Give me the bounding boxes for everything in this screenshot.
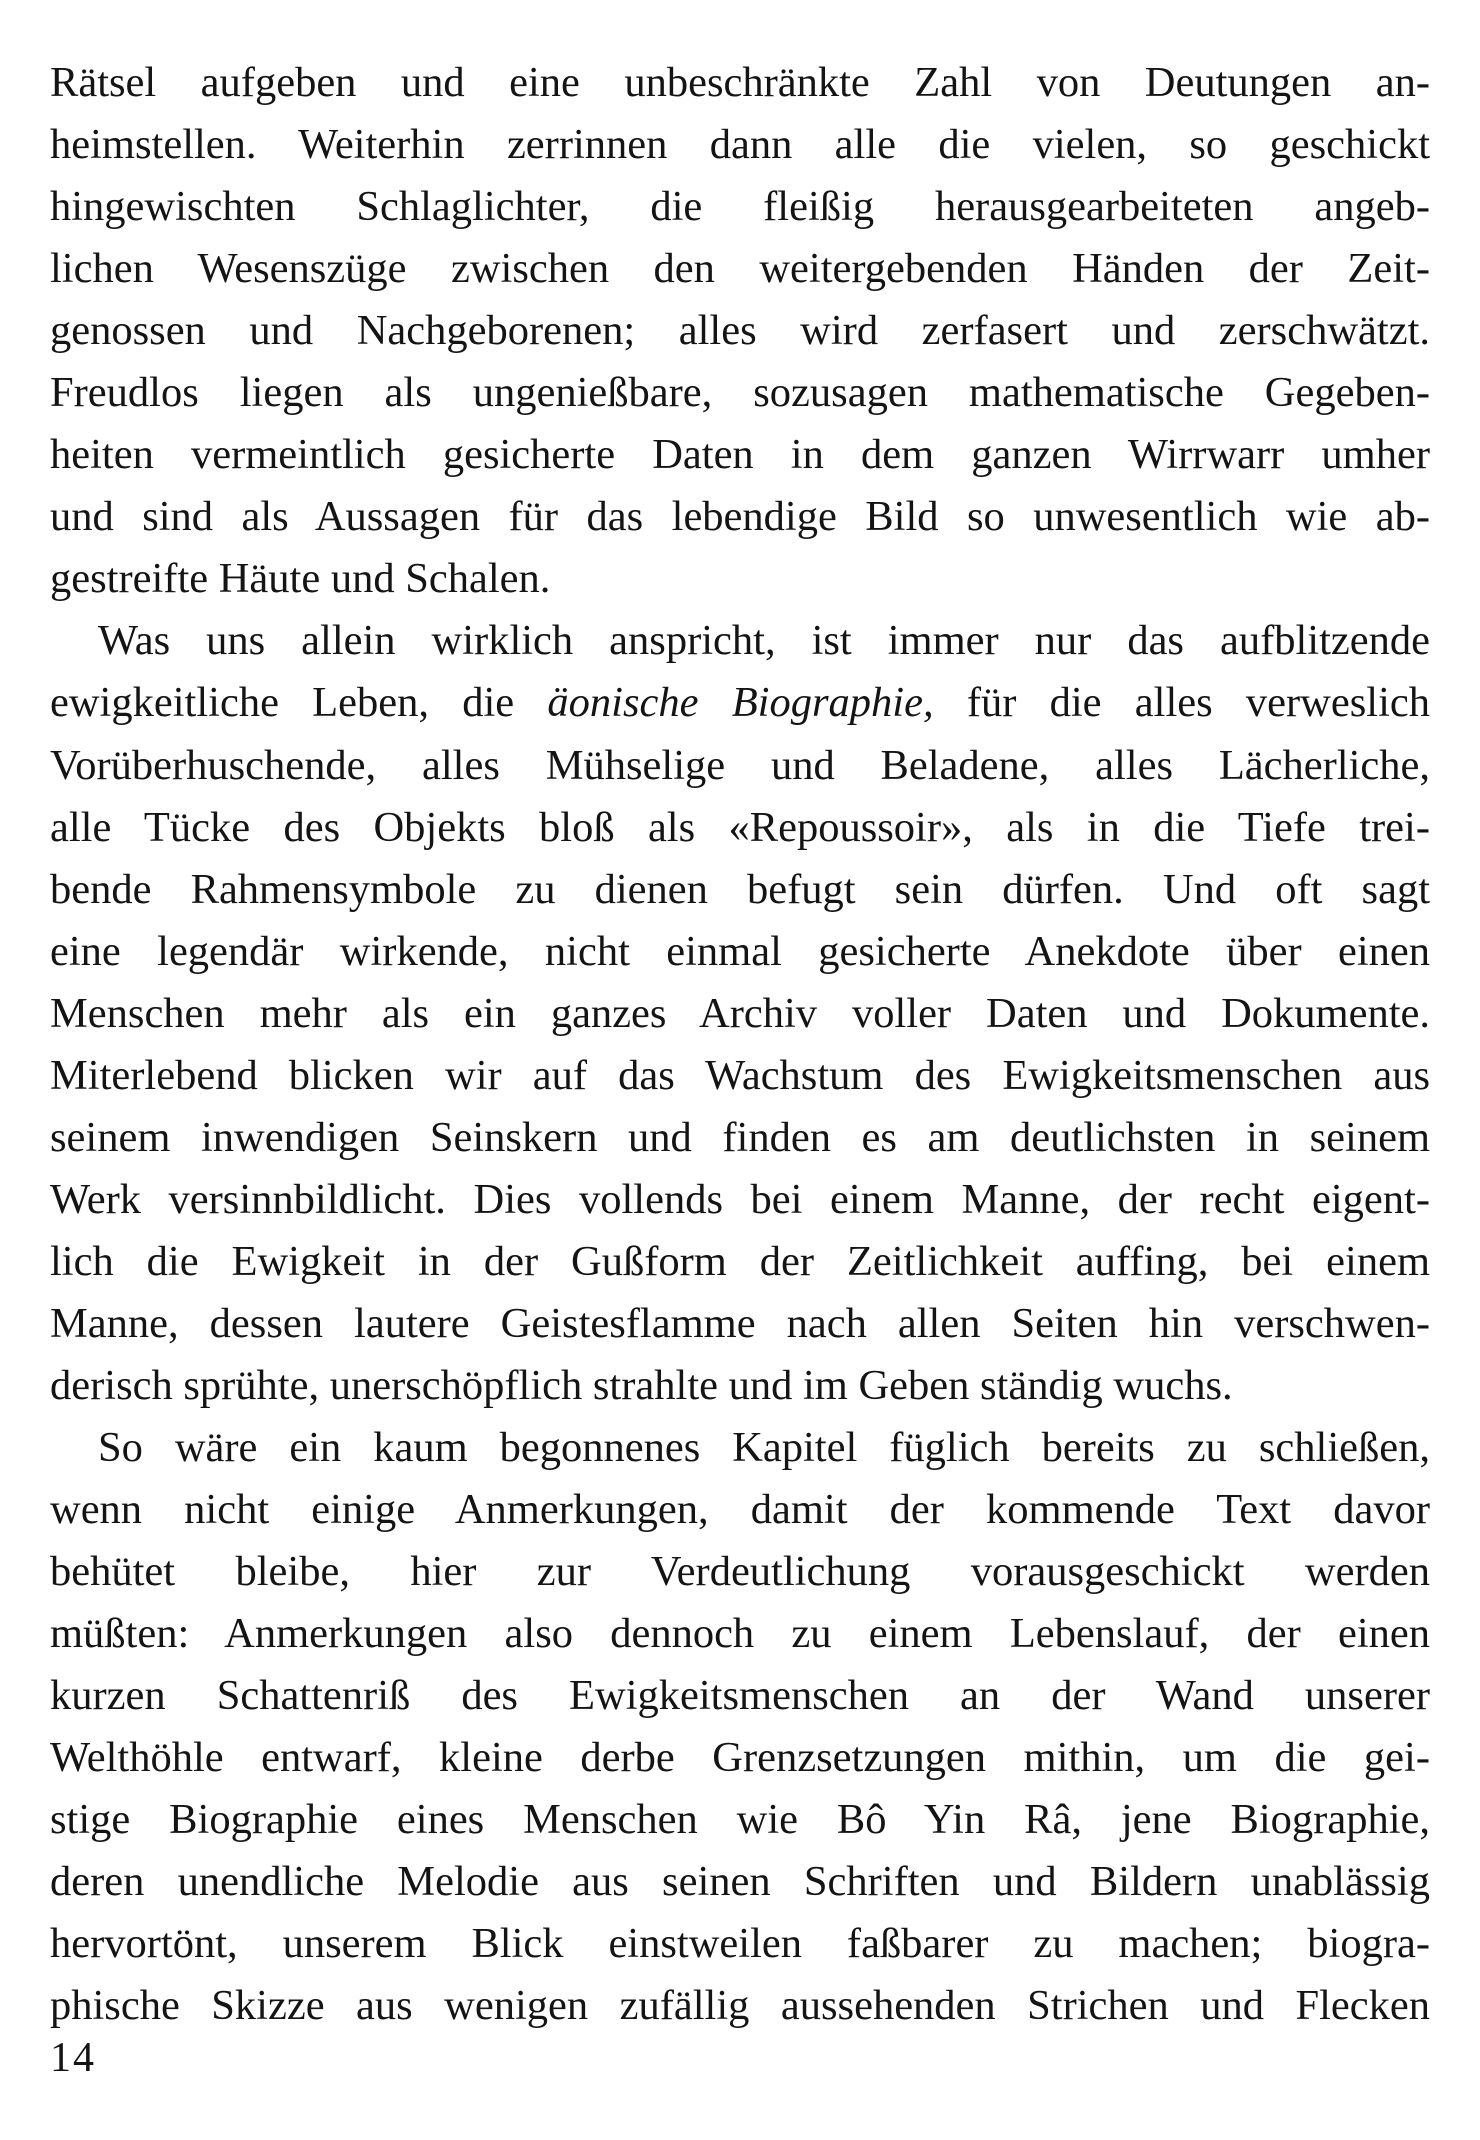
text-line: müßten: Anmerkungen also dennoch zu einem Lebenslauf, der einen <box>50 1610 1430 1658</box>
page-number: 14 <box>50 2035 96 2081</box>
text-line: Manne, dessen lautere Geistesflamme nach allen Seiten hin verschwen- <box>50 1299 1430 1347</box>
text-line: Was uns allein wirklich anspricht, ist immer nur das aufblitzende <box>98 617 1430 665</box>
paragraph <box>50 1417 1430 2037</box>
text-line: behütet bleibe, hier zur Verdeutlichung vorausgeschickt werden <box>50 1548 1430 1596</box>
text-line: Freudlos liegen als ungenießbare, sozusagen mathematische Gegeben- <box>50 369 1430 417</box>
text-line: bende Rahmensymbole zu dienen befugt sein dürfen. Und oft sagt <box>50 865 1430 913</box>
book-page <box>50 0 1430 2140</box>
text-line: gestreifte Häute und Schalen. <box>50 555 551 603</box>
text-line: So wäre ein kaum begonnenes Kapitel füglich bereits zu schließen, <box>98 1424 1430 1472</box>
text-line: heiten vermeintlich gesicherte Daten in dem ganzen Wirrwarr umher <box>50 431 1430 479</box>
text-line: derisch sprühte, unerschöpflich strahlte und im Geben ständig wuchs. <box>50 1361 1233 1409</box>
text-line: kurzen Schattenriß des Ewigkeitsmenschen an der Wand unserer <box>50 1672 1430 1720</box>
paragraph <box>50 52 1430 610</box>
text-line: ewigkeitliche Leben, die äonische Biographie, für die alles verweslich <box>50 679 1430 727</box>
text-line: eine legendär wirkende, nicht einmal gesicherte Anekdote über einen <box>50 927 1430 975</box>
text-line: stige Biographie eines Menschen wie Bô Yin Râ, jene Biographie, <box>50 1796 1430 1844</box>
text-line: lich die Ewigkeit in der Gußform der Zeitlichkeit auffing, bei einem <box>50 1237 1430 1285</box>
text-line: lichen Wesenszüge zwischen den weitergebenden Händen der Zeit- <box>50 245 1430 293</box>
text-line: wenn nicht einige Anmerkungen, damit der kommende Text davor <box>50 1486 1430 1534</box>
text-line: hingewischten Schlaglichter, die fleißig herausgearbeiteten angeb- <box>50 183 1430 231</box>
text-line: hervortönt, unserem Blick einstweilen faßbarer zu machen; biogra- <box>50 1920 1430 1968</box>
text-line: Werk versinnbildlicht. Dies vollends bei einem Manne, der recht eigent- <box>50 1175 1430 1223</box>
text-line: phische Skizze aus wenigen zufällig aussehenden Strichen und Flecken <box>50 1982 1430 2030</box>
text-line: Vorüberhuschende, alles Mühselige und Beladene, alles Lächerliche, <box>50 741 1430 789</box>
text-line: alle Tücke des Objekts bloß als «Repoussoir», als in die Tiefe trei- <box>50 803 1430 851</box>
emphasis-text: äonische Biographie, <box>547 679 934 727</box>
body-text <box>50 52 1430 2038</box>
text-line: Menschen mehr als ein ganzes Archiv voller Daten und Dokumente. <box>50 989 1430 1037</box>
text-line: genossen und Nachgeborenen; alles wird zerfasert und zerschwätzt. <box>50 307 1430 355</box>
text-line: deren unendliche Melodie aus seinen Schriften und Bildern unablässig <box>50 1858 1430 1906</box>
text-line: seinem inwendigen Seinskern und finden es am deutlichsten in seinem <box>50 1113 1430 1161</box>
text-line: Miterlebend blicken wir auf das Wachstum des Ewigkeitsmenschen aus <box>50 1051 1430 1099</box>
text-line: Welthöhle entwarf, kleine derbe Grenzsetzungen mithin, um die gei- <box>50 1734 1430 1782</box>
text-line: heimstellen. Weiterhin zerrinnen dann alle die vielen, so geschickt <box>50 121 1430 169</box>
text-line: Rätsel aufgeben und eine unbeschränkte Zahl von Deutungen an- <box>50 59 1430 106</box>
text-line: und sind als Aussagen für das lebendige Bild so unwesentlich wie ab- <box>50 493 1430 541</box>
paragraph <box>50 610 1430 1417</box>
